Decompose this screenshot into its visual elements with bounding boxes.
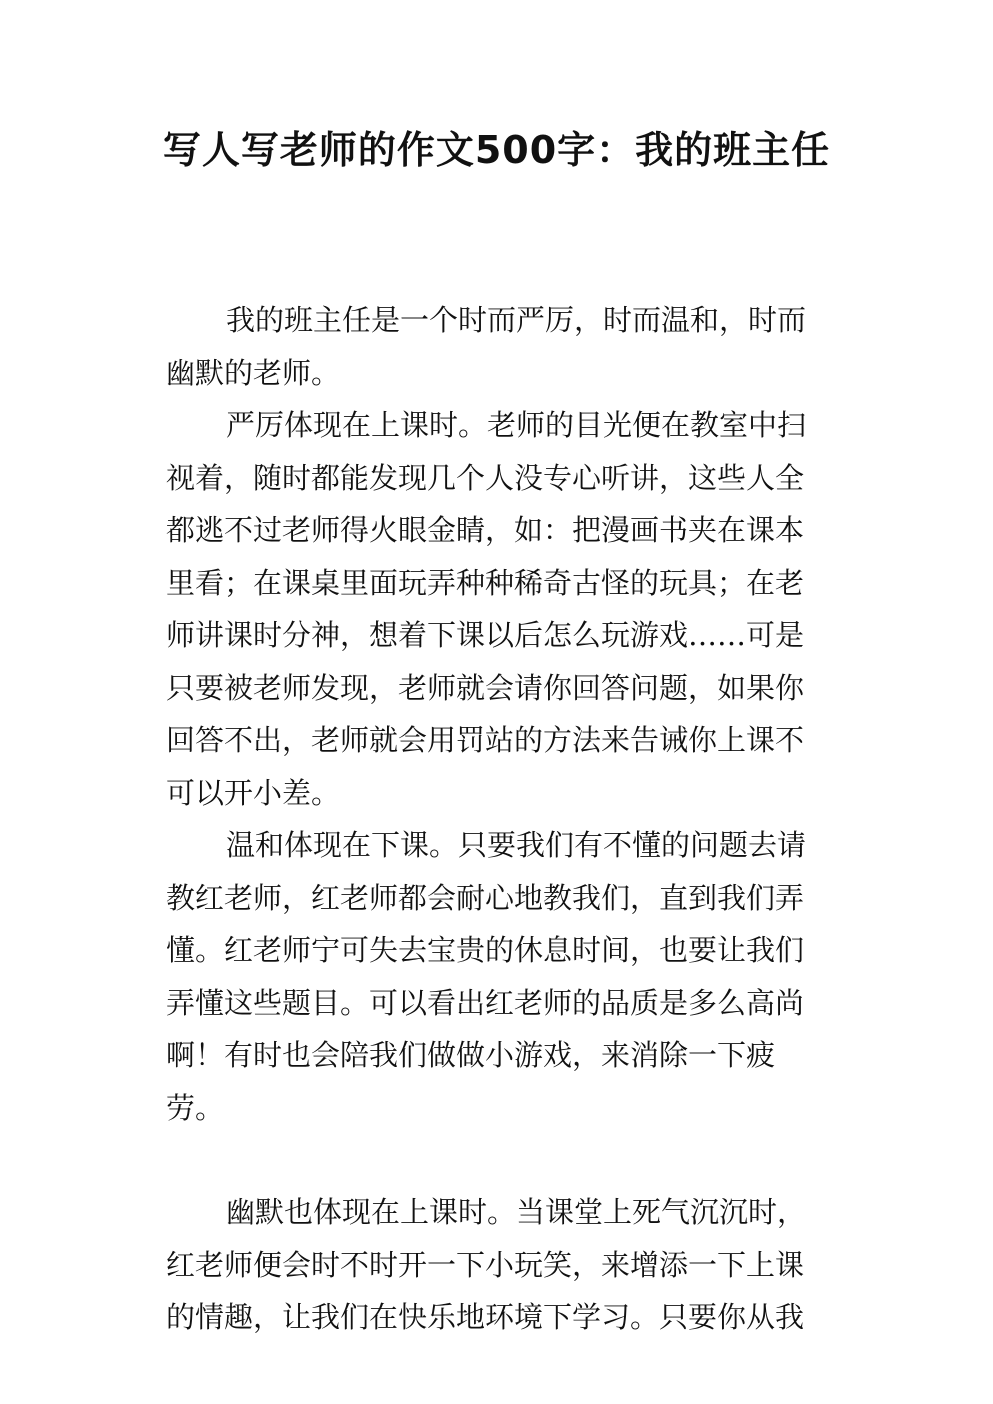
document-title: 写人写老师的作文500字：我的班主任 (162, 128, 831, 172)
paragraph-strict: 严厉体现在上课时。老师的目光便在教室中扫视着，随时都能发现几个人没专心听讲，这些人全都逃不过老师得火眼金睛，如：把漫画书夹在课本里看；在课桌里面玩弄种种稀奇古怪的玩具；在老师讲课时分神，想着下课以后怎么玩游戏……可是只要被老师发现，老师就会请你回答问题，如果你回答不出，老师就会用罚站的方法来告诫你上课不可以开小差。 (166, 408, 807, 810)
paragraph-intro: 我的班主任是一个时而严厉，时而温和，时而幽默的老师。 (166, 303, 807, 390)
paragraph-gentle: 温和体现在下课。只要我们有不懂的问题去请教红老师，红老师都会耐心地教我们，直到我们弄懂。红老师宁可失去宝贵的休息时间，也要让我们弄懂这些题目。可以看出红老师的品质是多么高尚啊！有时也会陪我们做做小游戏，来消除一下疲劳。 (166, 828, 807, 1125)
document-body (166, 294, 828, 1344)
paragraph-humor: 幽默也体现在上课时。当课堂上死气沉沉时，红老师便会时不时开一下小玩笑，来增添一下上课的情趣，让我们在快乐地环境下学习。只要你从我 (166, 1195, 807, 1334)
